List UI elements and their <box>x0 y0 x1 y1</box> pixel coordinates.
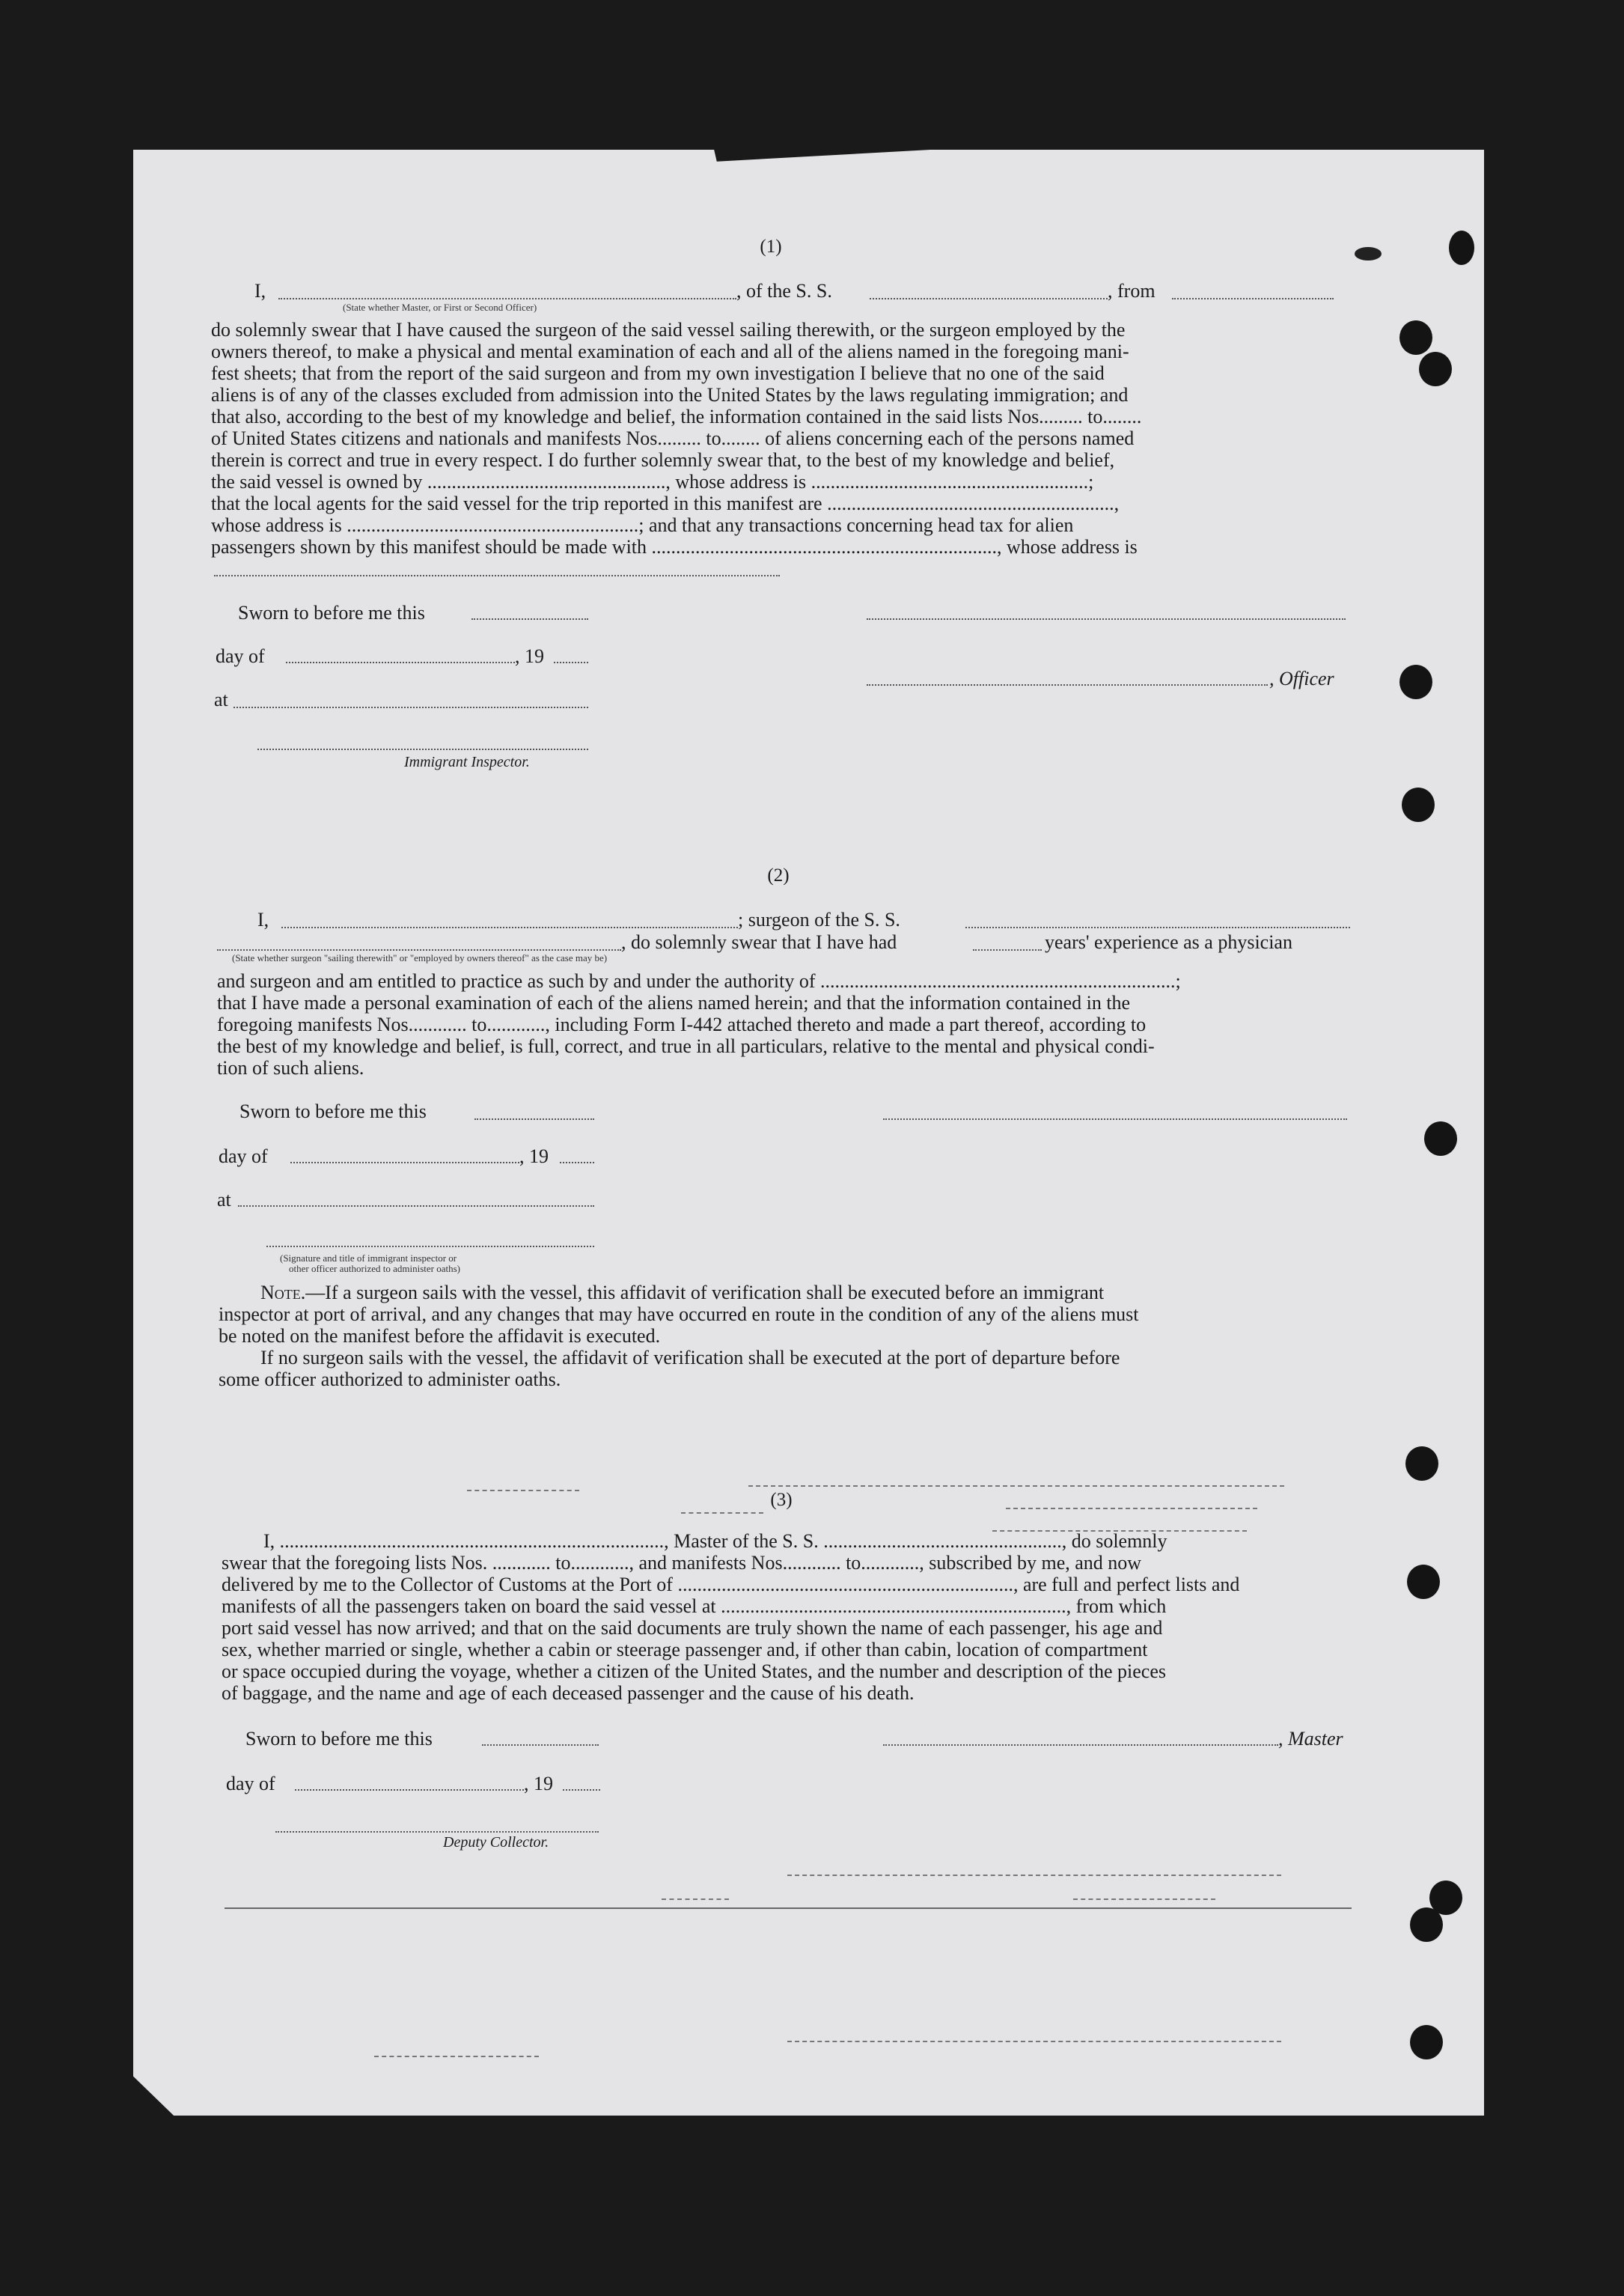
officer-note: (State whether Master, or First or Second Officer) <box>343 302 537 313</box>
note-line: inspector at port of arrival, and any changes that may have occurred en route in the condition of any of the aliens must <box>219 1303 1139 1325</box>
section-2-note <box>219 1282 1352 1390</box>
sworn-label: Sworn to before me this <box>239 1100 427 1122</box>
oath-line: therein is correct and true in every respect. I do further solemnly swear that, to the best of my knowledge and belief, <box>211 449 1115 471</box>
oath-line: that also, according to the best of my knowledge and belief, the information contained in the said lists Nos......... to........ <box>211 406 1142 427</box>
oath-line: the said vessel is owned by ................................................., whose address is .........................................................; <box>211 471 1094 493</box>
oath-line: whose address is ............................................................; and that any transactions concerning head tax for alien <box>211 514 1074 536</box>
oath-line: port said vessel has now arrived; and that on the said documents are truly shown the name of each passenger, his age and <box>222 1617 1163 1639</box>
section-1-i: I, <box>254 280 266 302</box>
note-line: If no surgeon sails with the vessel, the affidavit of verification shall be executed at the port of departure before <box>260 1347 1120 1368</box>
section-3-heading: (3) <box>770 1490 793 1510</box>
punch-hole <box>1410 1907 1443 1942</box>
punch-hole <box>1419 352 1452 386</box>
signature-note: other officer authorized to administer oaths) <box>289 1263 460 1274</box>
oath-line: sex, whether married or single, whether a cabin or steerage passenger and, if other than cabin, location of compartment <box>222 1639 1148 1660</box>
collector-label: Deputy Collector. <box>443 1834 549 1851</box>
oath-line: fest sheets; that from the report of the said surgeon and from my own investigation I believe that no one of the said <box>211 362 1105 384</box>
oath-line: owners thereof, to make a physical and mental examination of each and all of the aliens named in the foregoing mani- <box>211 341 1129 362</box>
oath-line: manifests of all the passengers taken on board the said vessel at ......................................................................., from which <box>222 1595 1167 1617</box>
punch-hole <box>1405 1446 1438 1481</box>
punch-hole <box>1399 665 1432 699</box>
section-2-heading: (2) <box>767 865 790 886</box>
year-label: , 19 <box>524 1773 553 1794</box>
oath-line: the best of my knowledge and belief, is full, correct, and true in all particulars, relative to the mental and physical condi- <box>217 1035 1155 1057</box>
section-1-from: , from <box>1108 280 1156 302</box>
oath-line: delivered by me to the Collector of Customs at the Port of ....................................................................., are full and perfect lists and <box>222 1574 1240 1595</box>
section-1-oath <box>211 319 1349 558</box>
punch-hole <box>1424 1121 1457 1156</box>
punch-hole <box>1410 2025 1443 2059</box>
ink-blot <box>1355 247 1382 261</box>
oath-line: passengers shown by this manifest should be made with ......................................................................., whose address is <box>211 536 1138 558</box>
master-label: , Master <box>1278 1728 1343 1750</box>
oath-line: or space occupied during the voyage, whether a citizen of the United States, and the number and description of the pieces <box>222 1660 1167 1682</box>
oath-line: I, ..............................................................................., Master of the S. S. ................................................., do solemnly <box>263 1530 1167 1552</box>
oath-line: tion of such aliens. <box>217 1057 364 1079</box>
inspector-label: Immigrant Inspector. <box>404 754 530 770</box>
year-label: , 19 <box>519 1145 549 1167</box>
punch-hole <box>1449 231 1474 265</box>
section-1-of-ss: , of the S. S. <box>736 280 832 302</box>
officer-label: , Officer <box>1269 668 1334 689</box>
oath-line: swear that the foregoing lists Nos. ............ to............, and manifests Nos............ to............, subscribed by me, and now <box>222 1552 1142 1574</box>
note-line: —If a surgeon sails with the vessel, this affidavit of verification shall be executed before an immigrant <box>305 1282 1105 1303</box>
oath-line: aliens is of any of the classes excluded from admission into the United States by the laws regulating immigration; and <box>211 384 1129 406</box>
signature-note: (Signature and title of immigrant inspector or <box>280 1252 457 1264</box>
years-experience: years' experience as a physician <box>1045 931 1292 953</box>
oath-line: and surgeon and am entitled to practice as such by and under the authority of .........................................................................; <box>217 970 1181 992</box>
section-2-i: I, <box>257 909 269 931</box>
section-1-heading: (1) <box>760 237 782 257</box>
section-2-oath <box>217 970 1352 1079</box>
day-of-label: day of <box>216 645 265 667</box>
section-2-swear: , do solemnly swear that I have had <box>621 931 897 953</box>
oath-line: that I have made a personal examination of each of the aliens named herein; and that the information contained in the <box>217 992 1131 1014</box>
oath-line: that the local agents for the said vessel for the trip reported in this manifest are ..........................................................., <box>211 493 1120 514</box>
punch-hole <box>1399 320 1432 355</box>
year-label: , 19 <box>515 645 544 667</box>
oath-line: of baggage, and the name and age of each deceased passenger and the cause of his death. <box>222 1682 915 1704</box>
punch-hole <box>1407 1565 1440 1599</box>
punch-hole <box>1402 788 1435 822</box>
day-of-label: day of <box>226 1773 275 1794</box>
section-2-surgeon: ; surgeon of the S. S. <box>738 909 900 931</box>
note-label: Note. <box>260 1282 306 1303</box>
at-label: at <box>217 1189 231 1211</box>
oath-line: of United States citizens and nationals and manifests Nos......... to........ of aliens concerning each of the persons named <box>211 427 1135 449</box>
surgeon-note: (State whether surgeon "sailing therewith" or "employed by owners thereof" as the case may be) <box>232 952 608 963</box>
at-label: at <box>214 689 228 710</box>
oath-line: do solemnly swear that I have caused the surgeon of the said vessel sailing therewith, or the surgeon employed by the <box>211 319 1126 341</box>
oath-line: foregoing manifests Nos............ to............, including Form I-442 attached thereto and made a part thereof, according to <box>217 1014 1147 1035</box>
sworn-label: Sworn to before me this <box>238 602 425 624</box>
note-line: some officer authorized to administer oaths. <box>219 1368 561 1390</box>
note-line: be noted on the manifest before the affidavit is executed. <box>219 1325 661 1347</box>
section-3-oath <box>222 1530 1353 1704</box>
sworn-label: Sworn to before me this <box>245 1728 433 1750</box>
day-of-label: day of <box>219 1145 268 1167</box>
